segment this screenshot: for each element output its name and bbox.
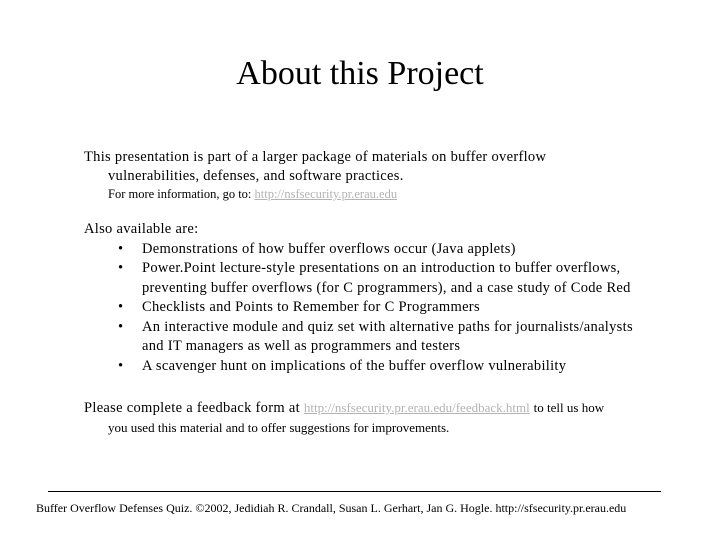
feedback-form-link[interactable]: http://nsfsecurity.pr.erau.edu/feedback.html — [303, 400, 530, 415]
list-item — [118, 259, 684, 298]
materials-list — [84, 240, 684, 377]
also-available-section — [84, 220, 684, 376]
page-title: About this Project — [236, 55, 484, 92]
list-item — [118, 298, 684, 318]
more-info-label: For more information, go to: — [108, 187, 252, 201]
list-item-text: An interactive module and quiz set with alternative paths for journalists/analysts — [142, 318, 633, 335]
footer-divider — [48, 491, 661, 492]
bullet-icon: • — [118, 357, 124, 374]
intro-line-1: This presentation is part of a larger package of materials on buffer overflow — [84, 149, 547, 165]
list-item-text: Checklists and Points to Remember for C Programmers — [142, 299, 480, 315]
bullet-icon: • — [118, 318, 124, 335]
list-item-text: Power.Point lecture-style presentations on an introduction to buffer overflows, — [142, 260, 621, 276]
intro-paragraph — [84, 148, 684, 202]
feedback-prefix: Please complete a feedback form at — [84, 400, 300, 416]
feedback-paragraph — [84, 398, 684, 437]
bullet-icon: • — [118, 299, 124, 315]
also-available-heading: Also available are: — [84, 221, 199, 237]
feedback-suffix: to tell us how — [533, 400, 605, 415]
list-item-text: A scavenger hunt on implications of the buffer overflow vulnerability — [142, 357, 567, 374]
list-item-text-cont: and IT managers as well as programmers and testers — [142, 338, 461, 354]
list-item-text: Demonstrations of how buffer overflows occur (Java applets) — [142, 240, 516, 257]
list-item — [118, 357, 684, 377]
bullet-icon: • — [118, 240, 124, 257]
list-item — [118, 318, 684, 357]
feedback-line-2: you used this material and to offer suggestions for improvements. — [108, 420, 450, 435]
intro-line-2: vulnerabilities, defenses, and software practices. — [108, 168, 404, 184]
bullet-icon: • — [118, 260, 124, 276]
more-info-line — [84, 186, 684, 202]
list-item — [118, 240, 684, 260]
feedback-line-1 — [84, 398, 684, 418]
footer-credits: Buffer Overflow Defenses Quiz. ©2002, Jedidiah R. Crandall, Susan L. Gerhart, Jan G. Hogle. http://sfsecurity.pr.erau.edu — [36, 501, 627, 515]
project-website-link[interactable]: http://nsfsecurity.pr.erau.edu — [254, 187, 398, 201]
list-item-text-cont: preventing buffer overflows (for C programmers), and a case study of Code Red — [142, 279, 631, 296]
